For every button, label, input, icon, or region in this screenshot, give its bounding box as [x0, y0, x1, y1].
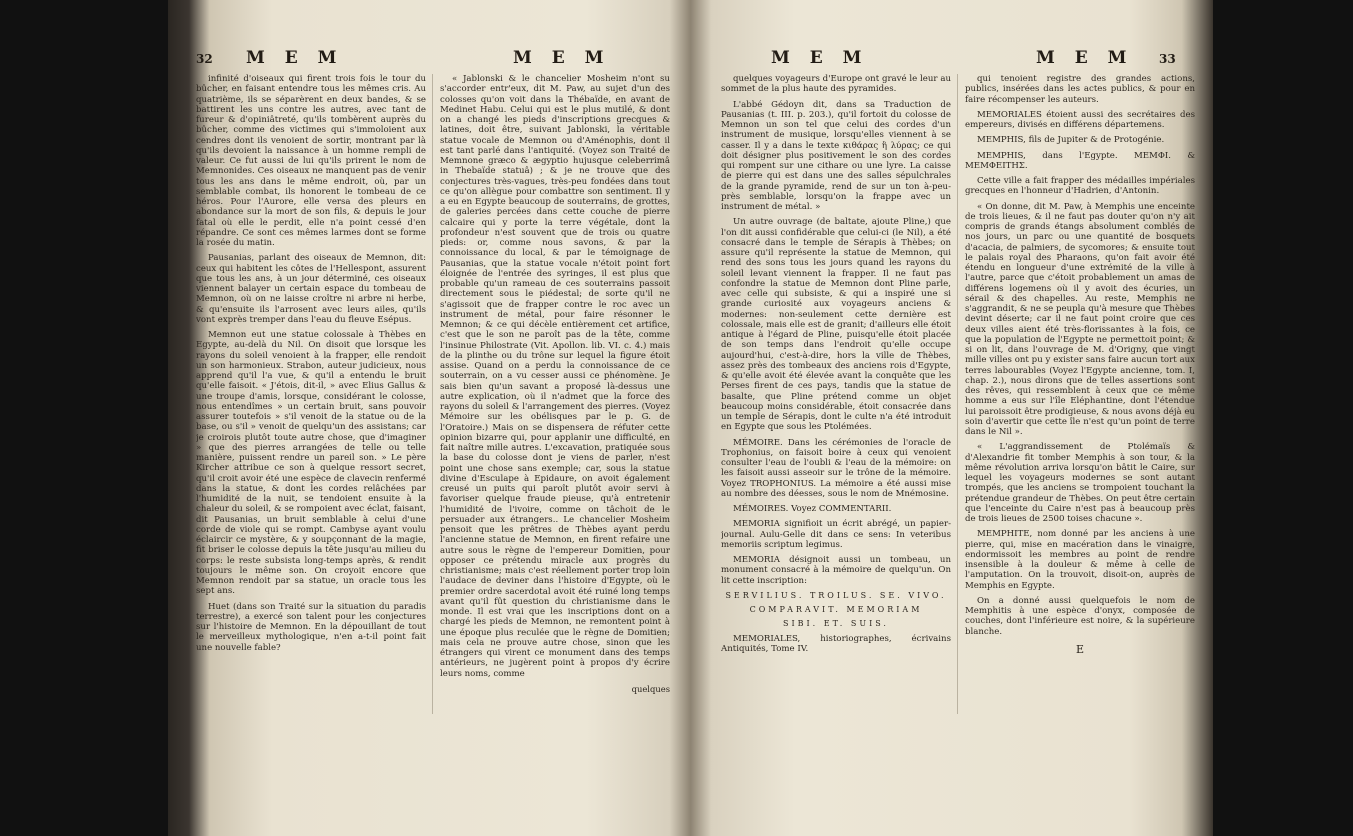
book-spread [168, 0, 1213, 836]
column-divider [957, 74, 958, 714]
paragraph: Un autre ouvrage (de baltate, ajoute Pline,) que l'on dit aussi confidérable que celui-ci (le Nil), a été consacré dans le temple de Sérapis à Thèbes; on assure qu'il représente la statue de Memnon, qui rend des sons tous les jours quand les rayons du soleil levant viennent la frapper. Il ne faut pas confondre la statue de Memnon dont Pline parle, avec celle qui subsiste, & qui a inspiré une si grande curiosité aux voyageurs anciens & modernes: non-seulement cette dernière est colossale, mais elle est de granit; d'ailleurs elle étoit antique à l'égard de Pline, puisqu'elle étoit placée de son temps dans l'endroit qu'elle occupe aujourd'hui, c'est-à-dire, hors la ville de Thèbes, assez près des tombeaux des anciens rois d'Egypte, & qu'elle avoit été élevée avant la conquête que les Perses firent de ces pays, tandis que la statue de basalte, que Pline prétend comme un objet beaucoup moins considérable, étoit consacrée dans un temple de Sérapis, dont le culte n'a été introduit en Egypte que sous les Ptolémées. [721, 217, 951, 433]
running-header: M E M [771, 48, 869, 68]
inscription-line: SIBI. ET. SUIS. [783, 619, 889, 629]
paragraph: MEMORIA désignoit aussi un tombeau, un monument consacré à la mémoire de quelqu'un. On lit cette inscription: [721, 555, 951, 586]
paragraph: MÉMOIRE. Dans les cérémonies de l'oracle de Trophonius, on faisoit boire à ceux qui venoient consulter l'eau de l'oubli & l'eau de la mémoire: on les faisoit aussi asseoir sur le trône de la mémoire. Voyez TROPHONIUS. La mémoire a été aussi mise au nombre des déesses, sous le nom de Mnémosine. [721, 437, 951, 499]
running-header: M E M [1036, 48, 1134, 68]
inscription-line: COMPARAVIT. MEMORIAM [749, 605, 923, 614]
paragraph: Cette ville a fait frapper des médailles impériales grecques en l'honneur d'Hadrien, d'Antonin. [965, 176, 1195, 197]
column-divider [432, 74, 433, 714]
page-number: 32 [196, 52, 213, 66]
paragraph: quelques voyageurs d'Europe ont gravé le leur au sommet de la plus haute des pyramides. [721, 74, 951, 95]
text-column [440, 74, 670, 694]
paragraph: « L'aggrandissement de Ptolémaïs & d'Alexandrie fit tomber Memphis à son tour, & la même révolution arriva lorsqu'on bâtit le Caire, sur lequel les voyageurs modernes se sont autant trompés, que les anciens se trompoient touchant la prétendue grandeur de Thèbes. On peut être certain que l'enceinte du Caire n'est pas à beaucoup près de trois lieues de 2500 toises chacune ». [965, 442, 1195, 524]
paragraph: infinité d'oiseaux qui firent trois fois le tour du bûcher, en faisant entendre tous les mêmes cris. Au quatrième, ils se séparèrent en deux bandes, & se battirent les uns contre les autres, avec tant de fureur & d'opiniâtreté, qu'ils tombèrent auprès du bûcher, comme des victimes qui s'immoloient aux cendres dont ils venoient de sortir, montrant par là qu'ils devoient la naissance à un homme rempli de valeur. Ce fut aussi de lui qu'ils prirent le nom de Memnonides. Ces oiseaux ne manquent pas de venir tous les ans dans le même endroit, où, par un semblable combat, ils honorent le tombeau de ce héros. Pour l'Aurore, elle versa des pleurs en abondance sur la mort de son fils, & depuis le jour fatal où elle le perdit, elle n'a point cessé d'en répandre. Ce sont ces mêmes larmes dont se forme la rosée du matin. [196, 74, 426, 248]
paragraph: MEMPHITE, nom donné par les anciens à une pierre, qui, mise en macération dans le vinaigre, endormissoit les membres au point de rendre insensible à la douleur & même à celle de l'amputation. On la trouvoit, disoit-on, auprès de Memphis en Egypte. [965, 529, 1195, 591]
paragraph: MÉMOIRES. Voyez COMMENTARII. [733, 504, 892, 514]
paragraph: « Jablonski & le chancelier Mosheim n'ont su s'accorder entr'eux, dit M. Paw, au sujet d'un des colosses qu'on voit dans la Thébaïde, en avant de Medinet Habu. Celui qui est le plus mutilé, & dont on a changé les pieds d'inscriptions grecques & latines, doit être, suivant Jablonski, la véritable statue vocale de Memnon ou d'Aménophis, dont il est tant parlé dans l'antiquité. (Voyez son Traité de Memnone græco & ægyptio hujusque celeberrimâ in Thebaïde statuâ) ; & je ne trouve que des conjectures très-vagues, très-peu fondées dans tout ce qu'on allègue pour combattre son sentiment. Il y a eu en Egypte beaucoup de souterrains, de grottes, de galeries percées dans cette couche de pierre calcaire qui y porte la terre végétale, dont la profondeur n'est souvent que de trois ou quatre pieds: or, comme nous savons, & par la connoissance du local, & par le témoignage de Pausanias, que la statue vocale n'étoit point fort éloignée de l'entrée des syringes, il est plus que probable qu'un rameau de ces souterrains passoit directement sous le piédestal; de sorte qu'il ne s'agissoit que de frapper contre le roc avec un instrument de métal, pour faire résonner le Memnon; & ce qui décèle entièrement cet artifice, c'est que le son ne paroît pas de la tête, comme l'insinue Philostrate (Vit. Apollon. lib. VI. c. 4.) mais de la plinthe ou du trône sur lequel la figure étoit assise. Quand on a perdu la connoissance de ce souterrain, on a vu cesser aussi ce phénomène. Je sais bien qu'un savant a proposé là-dessus une autre explication, où il n'admet que la force des rayons du soleil & l'arrangement des pierres. (Voyez Mémoire sur les obélisques par le p. G. de l'Oratoire.) Mais on se dispensera de réfuter cette opinion bizarre qui, pour applanir une difficulté, en fait naître mille autres. L'excavation, pratiquée sous la base du colosse dont je viens de parler, n'est point une chose sans exemple; car, sous la statue divine d'Esculape à Epidaure, on avoit également creusé un puits qui paroît plutôt avoir servi à favoriser quelque fraude pieuse, qu'à entretenir l'humidité de l'ivoire, comme on tâchoit de le persuader aux étrangers.. Le chancelier Mosheim pensoit que les prêtres de Thèbes ayant perdu l'ancienne statue de Memnon, en firent refaire une autre sous le règne de l'empereur Domitien, pour opposer ce prétendu miracle aux progrès du christianisme; mais c'est réellement porter trop loin l'audace de deviner dans l'histoire d'Egypte, où le premier ordre sacerdotal avoit été ruiné long temps avant qu'il fût question du christianisme dans le monde. Il est vrai que les inscriptions dont on a chargé les pieds de Memnon, ne remontent point à une époque plus reculée que le règne de Domitien; mais cela ne prouve autre chose, sinon que les étrangers qui virent ce monument dans des temps antérieurs, ne jugèrent point à propos d'y écrire leurs noms, comme [440, 74, 670, 679]
paragraph: MEMORIALES, historiographes, écrivains Antiquités, Tome IV. [721, 633, 951, 654]
paragraph: MEMORIA signifioit un écrit abrégé, un papier-journal. Aulu-Gelle dit dans ce sens: In veteribus memoriis scriptum legimus. [721, 519, 951, 550]
paragraph: Huet (dans son Traité sur la situation du paradis terrestre), a exercé son talent pour les conjectures sur l'histoire de Memnon. En la dépouillant de tout le merveilleux mythologique, n'en a-t-il point fait une nouvelle fable? [196, 601, 426, 653]
signature-mark: E [1075, 642, 1085, 655]
paragraph: « On donne, dit M. Paw, à Memphis une enceinte de trois lieues, & il ne faut pas douter qu'on n'y ait compris de grands étangs absolument comblés de nos jours, un parc ou une quantité de bosquets d'acacia, de palmiers, de sycomores; & ensuite tout le palais royal des Pharaons, qu'on fait avoir été étendu en longueur d'une extrémité de la ville à l'autre, parce que c'étoit probablement un amas de différens logemens où il y avoit des écuries, un sérail & des chapelles. Au reste, Memphis ne s'aggrandit, & ne se peupla qu'à mesure que Thèbes devint déserte; car il ne faut point croire que ces deux villes aient été très-florissantes à la fois, ce que la population de l'Egypte ne permettoit point; & si on lit, dans l'ouvrage de M. d'Origny, que vingt mille villes ont pu y exister sans faire aucun tort aux terres labourables (Voyez l'Egypte ancienne, tom. I, chap. 2.), nous dirons que de telles assertions sont des rêves, qui ressemblent à ceux que ce même homme a eus sur l'île Eléphantine, dont l'étendue lui paroissoit être prodigieuse, & nous avons déjà eu soin d'avertir que cette île n'est qu'un point de terre dans le Nil ». [965, 201, 1195, 437]
text-column [965, 74, 1195, 655]
catchword: quelques [631, 683, 670, 694]
running-header: M E M [513, 48, 611, 68]
running-header: M E M [246, 48, 344, 68]
paragraph: MEMPHIS, fils de Jupiter & de Protogénie. [977, 135, 1165, 146]
text-column [196, 74, 426, 658]
inscription-line: SERVILIUS. TROILUS. SE. VIVO. [725, 590, 947, 600]
text-column [721, 74, 951, 659]
paragraph: MEMPHIS, dans l'Egypte. MEMΦI. & MEMΦΕΙΤΗΣ. [965, 150, 1195, 171]
paragraph: Memnon eut une statue colossale à Thèbes en Egypte, au-delà du Nil. On disoit que lorsque les rayons du soleil venoient à la frapper, elle rendoit un son harmonieux. Strabon, auteur judicieux, nous apprend qu'il l'a vue, & qu'il a entendu le bruit qu'elle faisoit. « J'étois, dit-il, » avec Elius Gallus & une troupe d'amis, lorsque, considérant le colosse, nous entendîmes » un certain bruit, sans pouvoir assurer toutefois » s'il venoit de la statue ou de la base, ou s'il » venoit de quelqu'un des assistans; car je croirois plutôt toute autre chose, que d'imaginer » que des pierres arrangées de telle ou telle manière, puissent rendre un pareil son. » Le père Kircher attribue ce son à quelque ressort secret, qu'il croit avoir été une espèce de clavecin renfermé dans la statue, & dont les cordes relâchées par l'humidité de la nuit, se tendoient ensuite à la chaleur du soleil, & se rompoient avec éclat, faisant, dit Pausanias, un bruit semblable à celui d'une corde de viole qui se rompt. Cambyse ayant voulu éclaircir ce mystère, & y soupçonnant de la magie, fit briser le colosse depuis la tête jusqu'au milieu du corps: le reste subsista long-temps après, & rendit toujours le même son. On croyoit encore que Memnon rendoit par sa statue, un oracle tous les sept ans. [196, 330, 426, 597]
page-number: 33 [1159, 52, 1176, 66]
paragraph: qui tenoient registre des grandes actions, publics, insérées dans les actes publics, & pour en faire récompenser les auteurs. [965, 74, 1195, 105]
left-page [168, 0, 690, 836]
paragraph: L'abbé Gédoyn dit, dans sa Traduction de Pausanias (t. III. p. 203.), qu'il fortoit du colosse de Memnon un son tel que celui des cordes d'un instrument de musique, lorsqu'elles viennent à se casser. Il y a dans le texte κιθάρας ἢ λύρας; ce qui doit désigner plus positivement le son des cordes qui rompent sur une cithare ou une lyre. La caisse de pierre qui est dans une des salles sépulchrales de la grande pyramide, rend de sur un ton à-peu-près semblable, lorsqu'on la frappe avec un instrument de métal. » [721, 99, 951, 212]
paragraph: On a donné aussi quelquefois le nom de Memphitis à une espèce d'onyx, composée de couches, dont l'inférieure est noire, & la supérieure blanche. [965, 595, 1195, 637]
paragraph: MEMORIALES étoient aussi des secrétaires des empereurs, divisés en différens départemens. [965, 109, 1195, 130]
paragraph: Pausanias, parlant des oiseaux de Memnon, dit: ceux qui habitent les côtes de l'Hellespont, assurent que tous les ans, à un jour déterminé, ces oiseaux viennent balayer un certain espace du tombeau de Memnon, où on ne laisse croître ni arbre ni herbe, & qu'ensuite ils l'arrosent avec leurs ailes, qu'ils vont exprès tremper dans l'eau du fleuve Esépus. [196, 253, 426, 325]
right-page [691, 0, 1213, 836]
